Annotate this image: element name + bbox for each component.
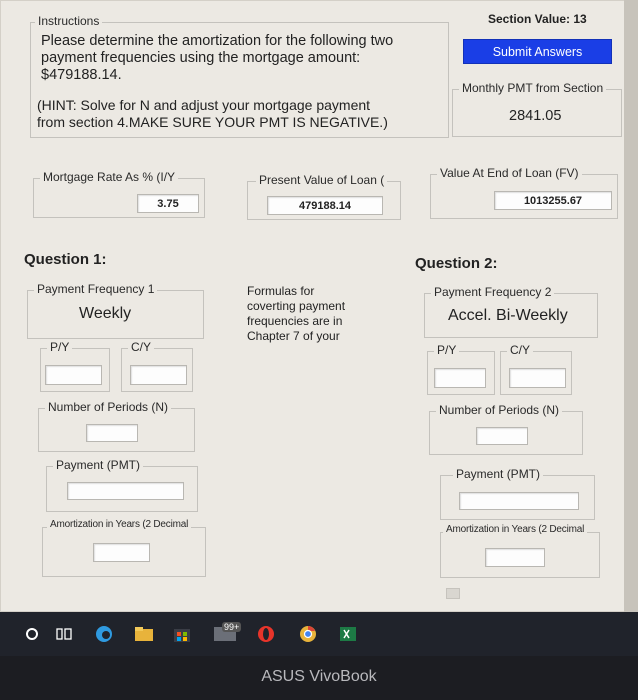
- chrome-icon[interactable]: [298, 624, 318, 644]
- formulas-note-4: Chapter 7 of your: [247, 329, 340, 343]
- horizontal-scrollbar[interactable]: [446, 588, 460, 599]
- q2-payment-box: [440, 467, 595, 520]
- q1-payment-box: [46, 458, 198, 512]
- present-value-input[interactable]: [267, 196, 383, 215]
- start-icon[interactable]: [22, 624, 42, 644]
- q1-cy-legend: C/Y: [128, 340, 154, 354]
- q2-cy-box: [500, 343, 572, 395]
- instructions-line-3: $479188.14.: [41, 67, 122, 83]
- question-1-title: Question 1:: [24, 251, 107, 268]
- store-icon[interactable]: [172, 624, 192, 644]
- mail-badge: 99+: [224, 622, 240, 632]
- instructions-legend: Instructions: [35, 14, 102, 28]
- q2-payment-input[interactable]: [459, 492, 579, 510]
- submit-answers-button[interactable]: Submit Answers: [463, 39, 612, 64]
- q1-payment-legend: Payment (PMT): [53, 458, 143, 472]
- q2-amortization-legend: Amortization in Years (2 Decimal: [443, 524, 587, 535]
- section-value: Section Value: 13: [488, 12, 587, 26]
- q2-periods-legend: Number of Periods (N): [436, 403, 562, 417]
- q2-amortization-input[interactable]: [485, 548, 545, 567]
- q1-frequency-box: [27, 282, 204, 339]
- present-value-box: [247, 173, 401, 220]
- taskbar: [0, 612, 638, 656]
- future-value-input[interactable]: [494, 191, 612, 210]
- q1-py-box: [40, 340, 110, 392]
- q1-amortization-input[interactable]: [93, 543, 150, 562]
- screen-edge: [624, 0, 638, 612]
- monthly-pmt-value: 2841.05: [509, 108, 562, 124]
- q2-periods-box: [429, 403, 583, 455]
- hint-line-1: (HINT: Solve for N and adjust your mortgage payment: [37, 97, 371, 113]
- device-brand: ASUS VivoBook: [261, 668, 377, 685]
- q2-frequency-value: Accel. Bi-Weekly: [448, 307, 568, 324]
- hint-line-2: from section 4.MAKE SURE YOUR PMT IS NEGATIVE.): [37, 114, 388, 130]
- q1-frequency-value: Weekly: [79, 305, 132, 322]
- q2-frequency-legend: Payment Frequency 2: [431, 285, 554, 299]
- q2-cy-input[interactable]: [509, 368, 566, 388]
- instructions-line-2: payment frequencies using the mortgage amount:: [41, 50, 361, 66]
- mortgage-rate-value: 3.75: [157, 197, 179, 210]
- mortgage-rate-input[interactable]: [137, 194, 199, 213]
- q2-periods-input[interactable]: [476, 427, 528, 445]
- formulas-note-2: coverting payment: [247, 299, 346, 313]
- monthly-pmt-legend: Monthly PMT from Section: [459, 81, 606, 95]
- q1-cy-box: [121, 340, 193, 392]
- q2-py-box: [427, 343, 495, 395]
- file-explorer-icon[interactable]: [134, 624, 154, 644]
- future-value-value: 1013255.67: [523, 194, 583, 207]
- q2-frequency-box: [424, 285, 598, 338]
- q1-cy-input[interactable]: [130, 365, 187, 385]
- edge-icon[interactable]: [94, 624, 114, 644]
- question-2-title: Question 2:: [415, 255, 498, 272]
- excel-icon[interactable]: [338, 624, 358, 644]
- future-value-legend: Value At End of Loan (FV): [437, 166, 582, 180]
- formulas-note-3: frequencies are in: [247, 314, 343, 328]
- q1-amortization-box: [42, 519, 206, 577]
- mail-icon[interactable]: [210, 624, 240, 644]
- q2-amortization-box: [440, 524, 600, 578]
- q1-periods-legend: Number of Periods (N): [45, 400, 171, 414]
- monthly-pmt-box: [452, 81, 622, 137]
- task-view-icon[interactable]: [54, 624, 74, 644]
- q1-periods-input[interactable]: [86, 424, 138, 442]
- q2-py-legend: P/Y: [434, 343, 459, 357]
- q2-payment-legend: Payment (PMT): [453, 467, 543, 481]
- mortgage-rate-legend: Mortgage Rate As % (I/Y: [40, 170, 178, 184]
- formulas-note-1: Formulas for: [247, 284, 315, 298]
- future-value-box: [430, 166, 618, 219]
- instructions-box: [30, 14, 449, 138]
- instructions-line-1: Please determine the amortization for the following two: [41, 33, 394, 49]
- q1-py-legend: P/Y: [47, 340, 72, 354]
- q2-cy-legend: C/Y: [507, 343, 533, 357]
- q1-amortization-legend: Amortization in Years (2 Decimal: [47, 519, 191, 530]
- present-value-legend: Present Value of Loan (: [256, 173, 387, 187]
- q1-payment-input[interactable]: [67, 482, 184, 500]
- q1-py-input[interactable]: [45, 365, 102, 385]
- q2-py-input[interactable]: [434, 368, 486, 388]
- q1-periods-box: [38, 400, 195, 452]
- opera-icon[interactable]: [256, 624, 276, 644]
- q1-frequency-legend: Payment Frequency 1: [34, 282, 157, 296]
- present-value-value: 479188.14: [299, 199, 351, 212]
- mortgage-rate-box: [33, 170, 205, 218]
